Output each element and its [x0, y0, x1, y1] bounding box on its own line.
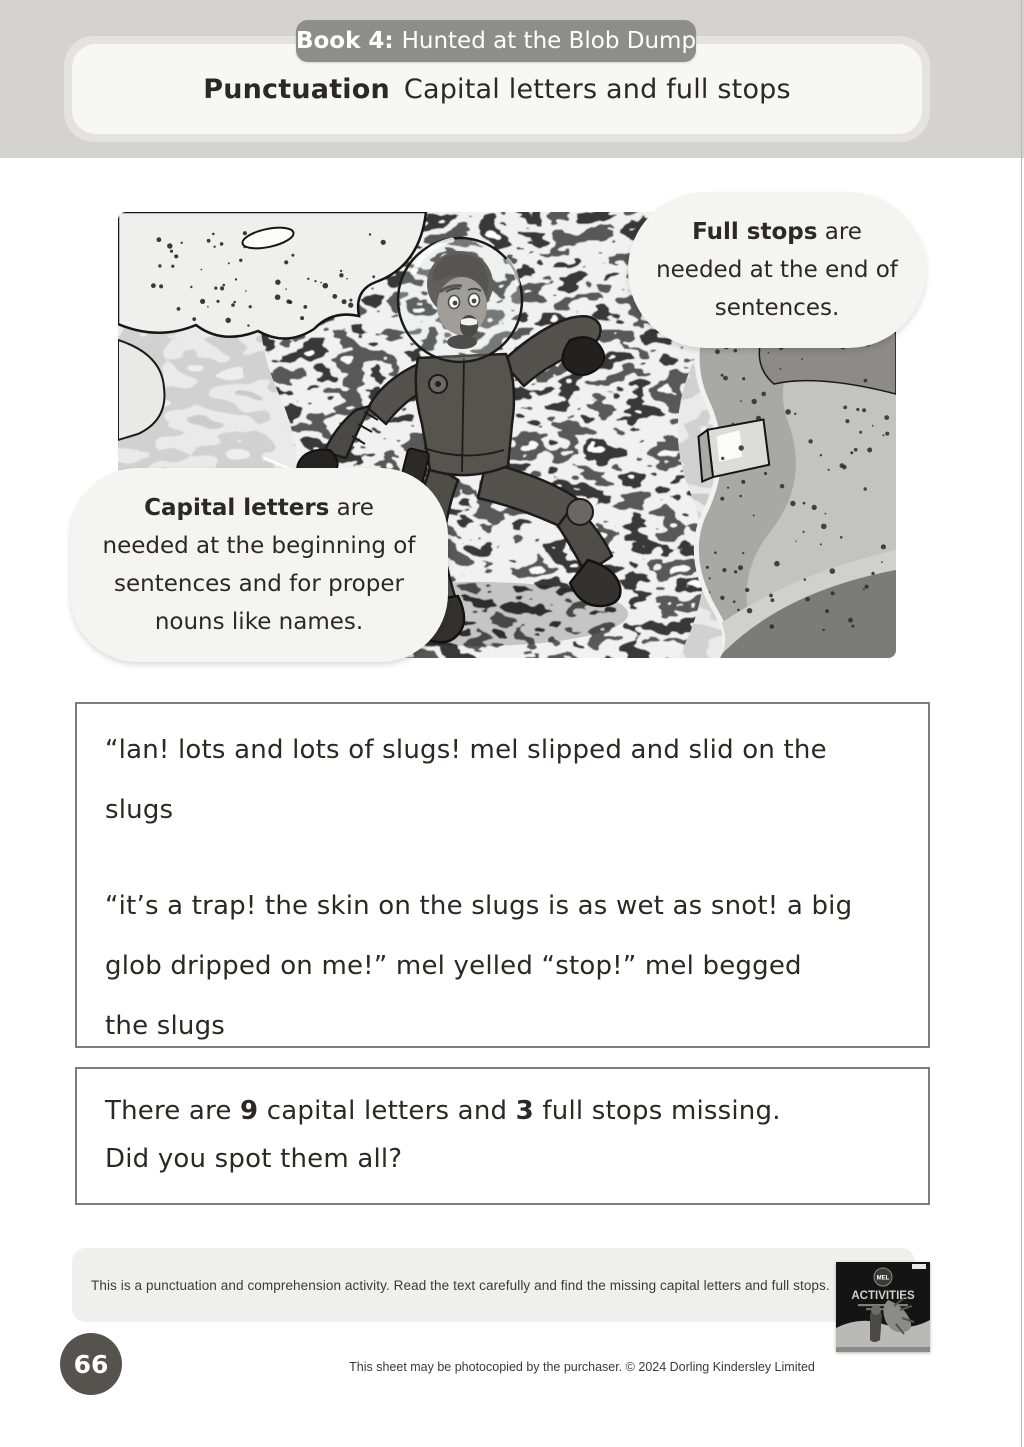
- activity-p2-line2: glob dripped on me!” mel yelled “stop!” mel begged: [105, 951, 802, 981]
- page-number: 66: [73, 1349, 109, 1379]
- full-stops-bold: Full stops: [692, 219, 818, 245]
- activity-p1-line1: “lan! lots and lots of slugs! mel slipped and slid on the: [105, 735, 827, 765]
- page-title: [203, 74, 791, 105]
- hint-post: full stops missing.: [533, 1096, 781, 1126]
- copyright-line: This sheet may be photocopied by the purchaser. © 2024 Dorling Kindersley Limited: [349, 1360, 815, 1374]
- hint-line1: [105, 1087, 902, 1135]
- activity-p1-line2: slugs: [105, 795, 174, 825]
- full-stops-bubble: [628, 192, 926, 348]
- activity-p2-line1: “it’s a trap! the skin on the slugs is as wet as snot! a big: [105, 891, 853, 921]
- hint-line2: Did you spot them all?: [105, 1144, 403, 1174]
- cover-subtitle-lines: [858, 1304, 908, 1306]
- teacher-note-box: [72, 1248, 915, 1322]
- page-number-badge: [60, 1333, 122, 1395]
- hint-pre: There are: [105, 1096, 241, 1126]
- cover-logo-text: MEL: [876, 1275, 890, 1282]
- capitals-rest: are: [329, 495, 374, 521]
- capitals-line1: [144, 489, 374, 527]
- cover-title-text: ACTIVITIES: [851, 1290, 915, 1302]
- capitals-line3: sentences and for proper: [114, 571, 404, 597]
- fullstops-count: 3: [515, 1096, 534, 1126]
- hint-mid: capital letters and: [258, 1096, 516, 1126]
- book-badge-title: Hunted at the Blob Dump: [401, 28, 697, 54]
- teacher-note-text: This is a punctuation and comprehension activity. Read the text carefully and find the missing capital letters and full stops.: [91, 1277, 830, 1293]
- full-stops-rest: are: [817, 219, 862, 245]
- book-badge: [296, 20, 696, 62]
- activity-p2-line3: the slugs: [105, 1011, 226, 1041]
- paragraph-gap: [105, 840, 902, 876]
- activity-text-box: [75, 702, 930, 1048]
- page-edge-line: [1021, 0, 1022, 1447]
- full-stops-line3: sentences.: [714, 295, 840, 321]
- full-stops-line2: needed at the end of: [656, 257, 898, 283]
- capitals-line2: needed at the beginning of: [102, 533, 416, 559]
- page-title-subtitle: Capital letters and full stops: [403, 73, 791, 105]
- capitals-count: 9: [240, 1096, 259, 1126]
- capital-letters-bubble: [70, 468, 448, 662]
- book-badge-number: Book 4:: [295, 28, 394, 54]
- hint-box: [75, 1067, 930, 1205]
- activities-book-cover: [836, 1262, 930, 1352]
- capitals-bold: Capital letters: [144, 495, 330, 521]
- full-stops-line1: [692, 213, 862, 251]
- page-title-topic: Punctuation: [203, 73, 390, 105]
- capitals-line4: nouns like names.: [154, 609, 364, 635]
